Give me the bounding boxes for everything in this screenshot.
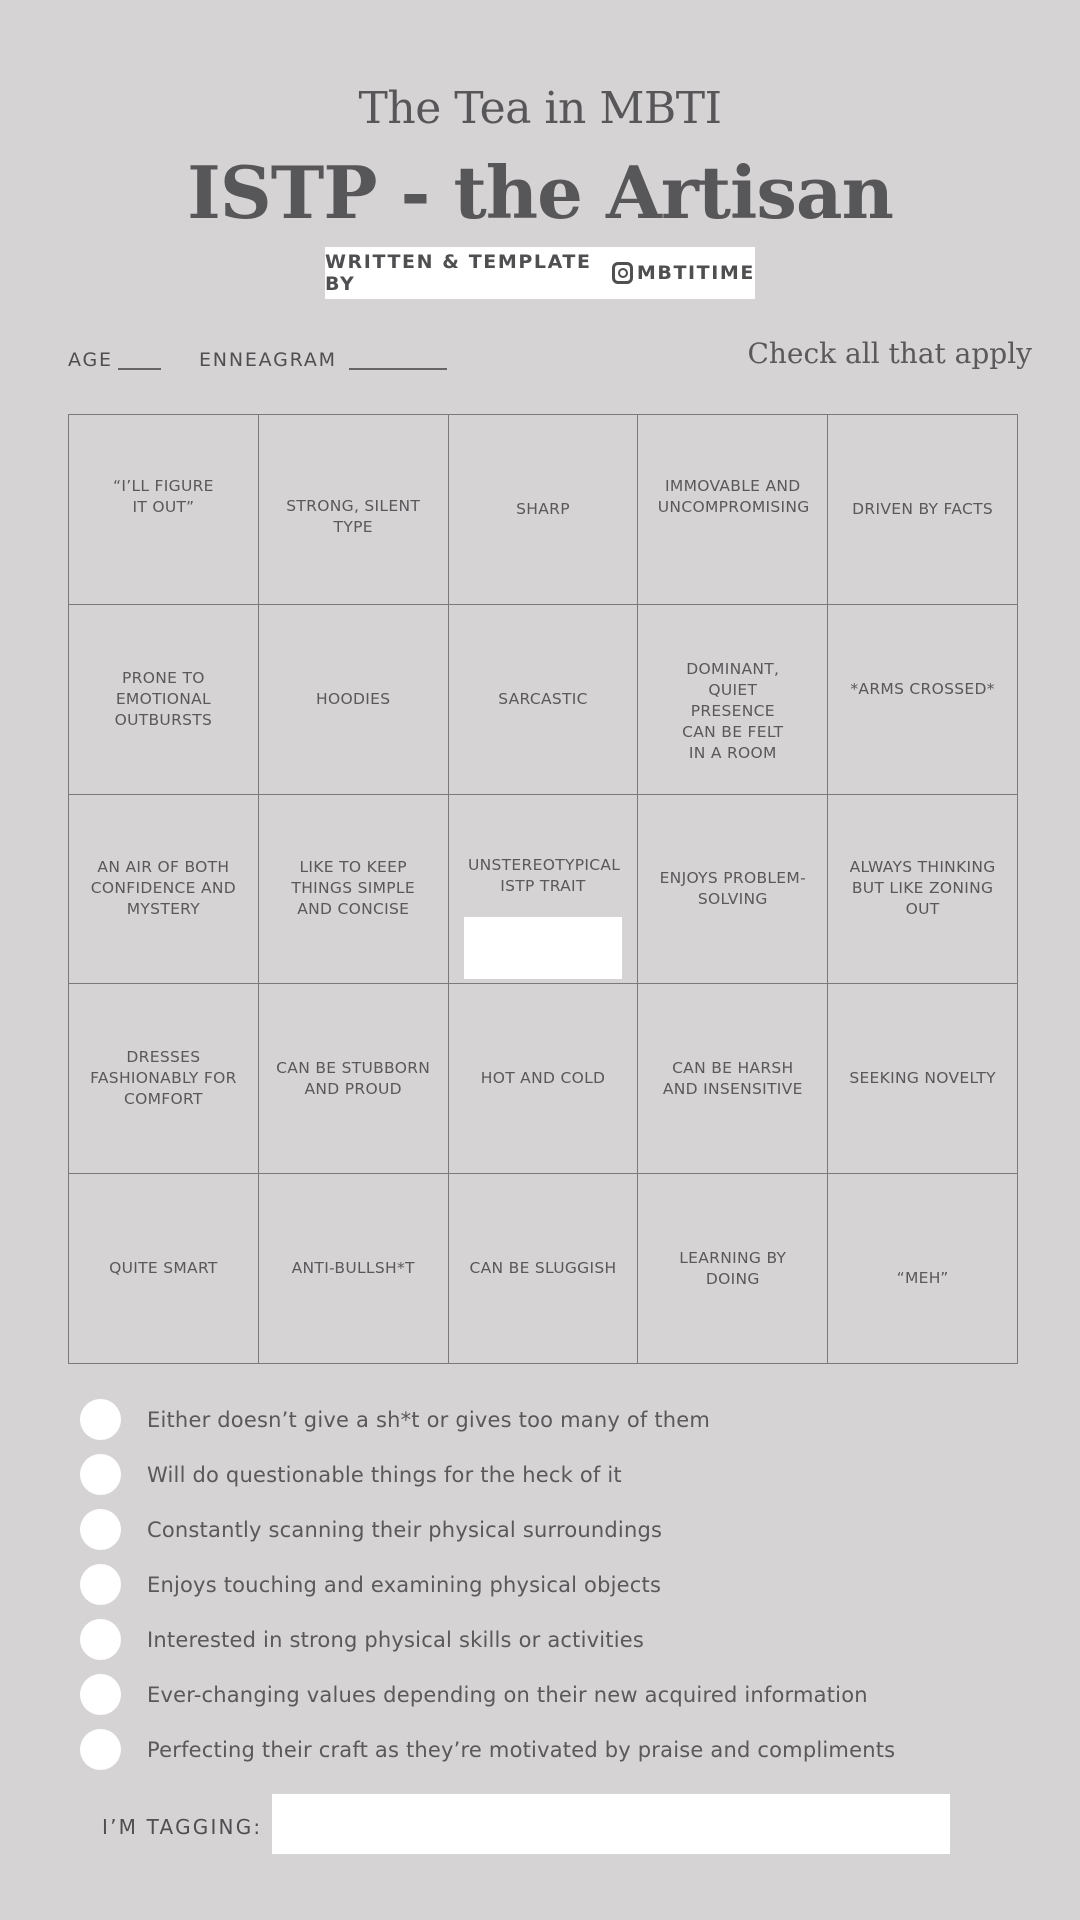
bingo-cell[interactable]: [259, 605, 449, 795]
bingo-cell-label: ANTI-BULLSH*T: [291, 1259, 415, 1278]
bingo-cell-label: *ARMS CROSSED*: [850, 679, 995, 698]
checkbox[interactable]: [80, 1564, 121, 1605]
checklist-item-label: Enjoys touching and examining physical objects: [147, 1572, 662, 1597]
enneagram-field[interactable]: [349, 368, 447, 370]
checkbox[interactable]: [80, 1729, 121, 1770]
bingo-cell[interactable]: [828, 984, 1018, 1174]
bingo-cell[interactable]: [638, 1174, 828, 1364]
bingo-cell[interactable]: [828, 795, 1018, 985]
bingo-cell[interactable]: [259, 795, 449, 985]
checklist-item-label: Interested in strong physical skills or activities: [147, 1627, 644, 1652]
bingo-cell-special[interactable]: [449, 795, 639, 985]
checkbox[interactable]: [80, 1509, 121, 1550]
bingo-cell-label: PRONE TO EMOTIONAL OUTBURSTS: [114, 668, 213, 729]
tagging-input[interactable]: [272, 1794, 950, 1854]
bingo-cell-label: HOT AND COLD: [480, 1069, 606, 1088]
bingo-cell-label: CAN BE SLUGGISH: [469, 1259, 617, 1278]
bingo-cell[interactable]: [69, 605, 259, 795]
bingo-cell[interactable]: [638, 984, 828, 1174]
credit-banner: [325, 247, 755, 299]
checkbox[interactable]: [80, 1399, 121, 1440]
checklist-item-label: Ever-changing values depending on their new acquired information: [147, 1682, 868, 1707]
check-all-instruction: Check all that apply: [747, 337, 1032, 370]
bingo-cell[interactable]: [828, 415, 1018, 605]
bingo-cell[interactable]: [259, 984, 449, 1174]
bingo-cell[interactable]: [638, 795, 828, 985]
checklist-item: [80, 1722, 895, 1777]
bingo-cell[interactable]: [69, 984, 259, 1174]
bingo-cell[interactable]: [449, 1174, 639, 1364]
bingo-cell[interactable]: [828, 605, 1018, 795]
checklist-item-label: Will do questionable things for the heck of it: [147, 1462, 622, 1487]
checklist-item: [80, 1392, 895, 1447]
bingo-cell-label: SHARP: [516, 499, 570, 518]
credit-handle: MBTITIME: [636, 262, 755, 284]
bingo-cell-label: “MEH”: [896, 1269, 949, 1288]
bingo-cell-label: CAN BE HARSH AND INSENSITIVE: [662, 1058, 803, 1098]
bingo-cell-label: QUITE SMART: [109, 1259, 218, 1278]
checklist-item-label: Constantly scanning their physical surroundings: [147, 1517, 663, 1542]
bingo-cell-label: IMMOVABLE AND UNCOMPROMISING: [657, 477, 810, 517]
age-field[interactable]: [118, 368, 161, 370]
bingo-cell-label: LEARNING BY DOING: [679, 1248, 787, 1288]
checkbox[interactable]: [80, 1619, 121, 1660]
page-title: ISTP - the Artisan: [187, 150, 893, 235]
bingo-grid: [68, 414, 1018, 1364]
bingo-cell-label: LIKE TO KEEP THINGS SIMPLE AND CONCISE: [291, 858, 415, 919]
bingo-cell-label: “I’LL FIGURE IT OUT”: [113, 477, 214, 517]
bingo-cell[interactable]: [449, 984, 639, 1174]
bingo-cell[interactable]: [449, 605, 639, 795]
checklist-item: [80, 1557, 895, 1612]
bingo-cell[interactable]: [638, 415, 828, 605]
checkbox[interactable]: [80, 1674, 121, 1715]
checklist-item: [80, 1612, 895, 1667]
bingo-cell-label: STRONG, SILENT TYPE: [286, 497, 421, 537]
bingo-cell-label: SEEKING NOVELTY: [849, 1069, 996, 1088]
trait-checklist: [80, 1392, 895, 1777]
bingo-cell[interactable]: [638, 605, 828, 795]
checklist-item: [80, 1447, 895, 1502]
checklist-item-label: Either doesn’t give a sh*t or gives too many of them: [147, 1407, 711, 1432]
credit-prefix: WRITTEN & TEMPLATE BY: [325, 251, 592, 295]
checklist-item: [80, 1502, 895, 1557]
age-label: AGE: [68, 349, 113, 371]
bingo-cell[interactable]: [259, 415, 449, 605]
bingo-cell[interactable]: [449, 415, 639, 605]
bingo-cell[interactable]: [259, 1174, 449, 1364]
bingo-cell-label: DRESSES FASHIONABLY FOR COMFORT: [90, 1048, 237, 1109]
subtitle: The Tea in MBTI: [358, 83, 722, 134]
bingo-cell-label: DRIVEN BY FACTS: [852, 499, 994, 518]
bingo-cell-label: AN AIR OF BOTH CONFIDENCE AND MYSTERY: [90, 858, 237, 919]
bingo-cell-label: DOMINANT, QUIET PRESENCE CAN BE FELT IN A ROOM: [682, 659, 784, 762]
bingo-cell-label: UNSTEREOTYPICAL ISTP TRAIT: [467, 855, 621, 895]
bingo-cell-label: ENJOYS PROBLEM-SOLVING: [659, 868, 806, 908]
bingo-cell[interactable]: [69, 1174, 259, 1364]
tagging-label: I’M TAGGING:: [102, 1815, 263, 1839]
bingo-cell[interactable]: [69, 795, 259, 985]
checklist-item-label: Perfecting their craft as they’re motivated by praise and compliments: [147, 1737, 896, 1762]
bingo-cell[interactable]: [69, 415, 259, 605]
custom-trait-input[interactable]: [464, 917, 622, 979]
bingo-cell-label: ALWAYS THINKING BUT LIKE ZONING OUT: [849, 858, 996, 919]
instagram-icon: [612, 262, 633, 284]
checklist-item: [80, 1667, 895, 1722]
enneagram-label: ENNEAGRAM: [199, 349, 337, 371]
bingo-cell-label: HOODIES: [316, 689, 391, 708]
bingo-cell-label: SARCASTIC: [498, 689, 588, 708]
bingo-cell[interactable]: [828, 1174, 1018, 1364]
checkbox[interactable]: [80, 1454, 121, 1495]
bingo-cell-label: CAN BE STUBBORN AND PROUD: [276, 1058, 431, 1098]
